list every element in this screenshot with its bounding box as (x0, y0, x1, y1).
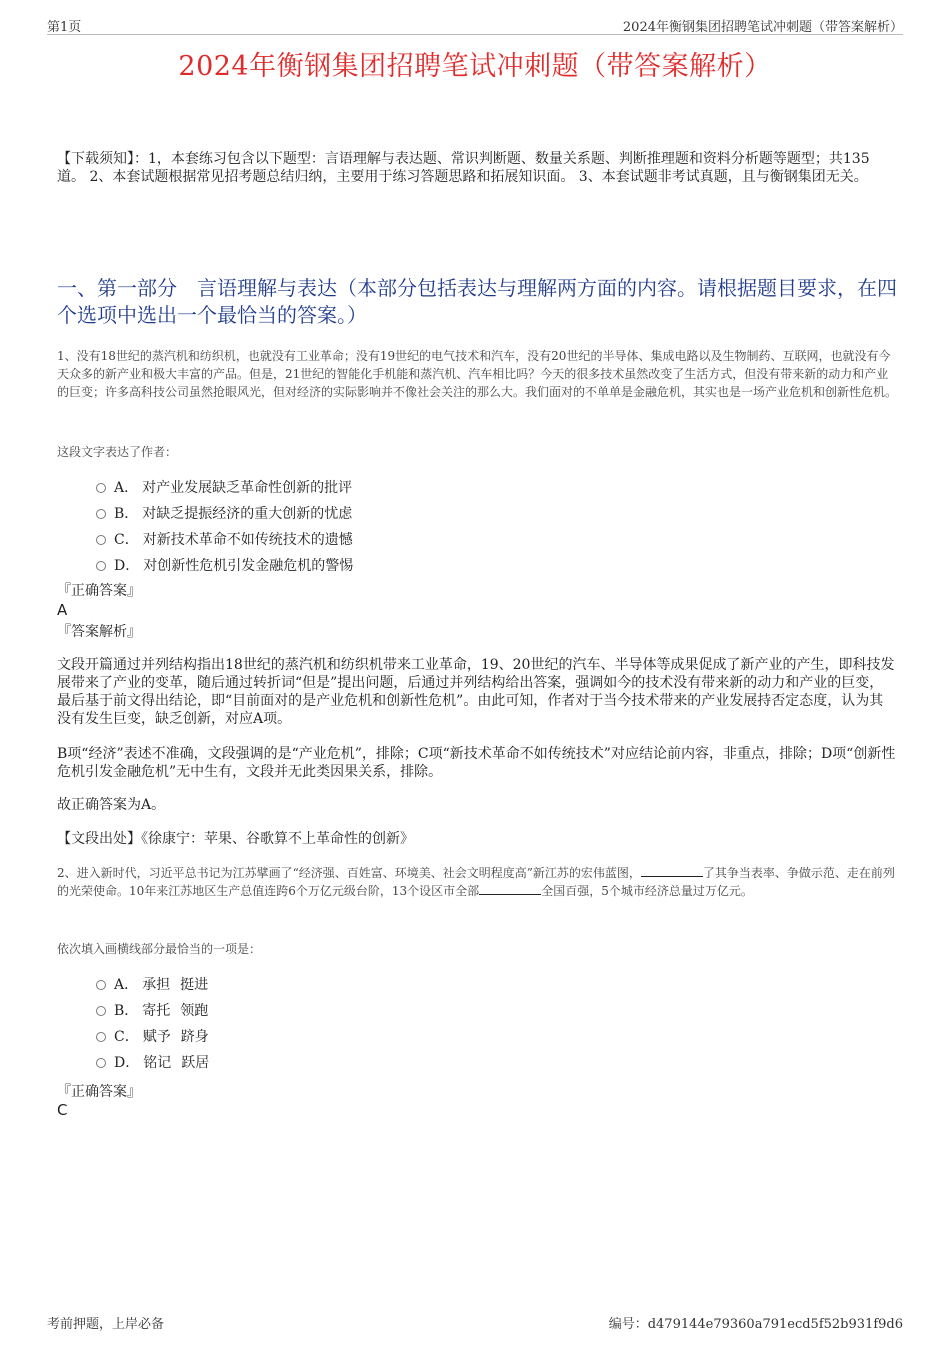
fill-blank-1 (641, 864, 703, 877)
analysis-paragraph-2: B项“经济”表述不准确，文段强调的是“产业危机”，排除；C项“新技术革命不如传统技术”对应结论前内容，非重点，排除；D项“创新性危机引发金融危机”无中生有，文段并无此类因果关系，排除。 (57, 746, 896, 780)
radio-icon[interactable] (96, 561, 106, 571)
header-doc-title: 2024年衡钢集团招聘笔试冲刺题（带答案解析） (622, 20, 903, 35)
question-1-prompt: 这段文字表达了作者： (57, 445, 178, 459)
analysis-paragraph-1: 文段开篇通过并列结构指出18世纪的蒸汽机和纺织机带来工业革命，19、20世纪的汽车、半导体等成果促成了新产业的产生，即科技发展带来了产业的变革，随后通过转折词“但是”提出问题，后通过并列结构给出答案，强调如今的技术没有带来新的动力和产业的巨变，最后基于前文得出结论，即“目前面对的是产业危机和创新性危机”。由此可知，作者对于当今技术带来的产业发展持否定态度，认为其没有发生巨变，缺乏创新，对应A项。 (57, 657, 895, 727)
passage-source: 【文段出处】《徐康宁：苹果、谷歌算不上革命性的创新》 (57, 831, 414, 847)
answer-label: 『正确答案』 (57, 583, 141, 599)
document-id: 编号：d479144e79360a791ecd5f52b931f9d6 (608, 1317, 903, 1332)
option-word-1: 铭记 (143, 1055, 172, 1071)
option-text: 对新技术革命不如传统技术的遗憾 (142, 532, 353, 548)
answer-value: C (57, 1101, 68, 1119)
option-word-2: 挺进 (180, 977, 209, 993)
radio-icon[interactable] (96, 483, 106, 493)
option-text: 对产业发展缺乏革命性创新的批评 (142, 480, 353, 496)
option-word-1: 赋予 (142, 1029, 171, 1045)
question-1-option-b[interactable] (96, 503, 352, 523)
stem-part-2: 了其争当表率、争做示范、走在前列的光荣使命。10年来江苏地区生产总值连跨6个万亿元级台阶，13个设区市全部 (57, 866, 895, 898)
option-text: 对创新性危机引发金融危机的警惕 (143, 558, 354, 574)
option-letter: C． (114, 532, 139, 548)
stem-part-1: 2、进入新时代，习近平总书记为江苏擘画了“经济强、百姓富、环境美、社会文明程度高”新江苏的宏伟蓝图， (57, 866, 641, 880)
question-2-stem (57, 864, 897, 900)
option-text: 对缺乏提振经济的重大创新的忧虑 (142, 506, 353, 522)
radio-icon[interactable] (96, 509, 106, 519)
option-letter: C． (114, 1029, 139, 1045)
question-1-option-c[interactable] (96, 529, 353, 549)
option-letter: B． (114, 1003, 139, 1019)
analysis-conclusion: 故正确答案为A。 (57, 797, 166, 813)
fill-blank-2 (479, 882, 541, 895)
option-word-1: 承担 (142, 977, 171, 993)
radio-icon[interactable] (96, 1032, 106, 1042)
question-1-stem: 1、没有18世纪的蒸汽机和纺织机，也就没有工业革命；没有19世纪的电气技术和汽车，没有20世纪的半导体、集成电路以及生物制药、互联网，也就没有今天众多的新产业和极大丰富的产品。但是，21世纪的智能化手机能和蒸汽机、汽车相比吗？今天的很多技术虽然改变了生活方式，但没有带来新的动力和产业的巨变；许多高科技公司虽然抢眼风光，但对经济的实际影响并不像社会关注的那么大。我们面对的不单单是金融危机，其实也是一场产业危机和创新性危机。 (57, 349, 898, 399)
option-word-2: 跃居 (181, 1055, 210, 1071)
option-letter: A． (114, 977, 139, 993)
option-letter: D． (114, 1055, 140, 1071)
question-2-option-d[interactable] (96, 1052, 209, 1072)
option-letter: B． (114, 506, 139, 522)
option-word-2: 跻身 (180, 1029, 209, 1045)
page-number: 第1页 (47, 20, 82, 35)
analysis-label: 『答案解析』 (57, 624, 141, 640)
question-2-option-c[interactable] (96, 1026, 209, 1046)
radio-icon[interactable] (96, 980, 106, 990)
radio-icon[interactable] (96, 1058, 106, 1068)
radio-icon[interactable] (96, 1006, 106, 1016)
option-letter: D． (114, 558, 140, 574)
answer-label: 『正确答案』 (57, 1084, 141, 1100)
page-header (47, 14, 903, 35)
document-title: 2024年衡钢集团招聘笔试冲刺题（带答案解析） (178, 51, 772, 82)
question-1-option-a[interactable] (96, 477, 352, 497)
stem-part-3: 全国百强，5个城市经济总量过万亿元。 (541, 884, 753, 898)
question-2-prompt: 依次填入画横线部分最恰当的一项是： (57, 942, 262, 956)
footer-slogan: 考前押题，上岸必备 (47, 1317, 165, 1332)
option-word-2: 领跑 (180, 1003, 209, 1019)
radio-icon[interactable] (96, 535, 106, 545)
option-letter: A． (114, 480, 139, 496)
question-2-option-a[interactable] (96, 974, 208, 994)
section-heading: 一、第一部分 言语理解与表达（本部分包括表达与理解两方面的内容。请根据题目要求，在四个选项中选出一个最恰当的答案。） (57, 276, 897, 327)
question-1-option-d[interactable] (96, 555, 353, 575)
answer-value: A (57, 601, 68, 619)
question-2-option-b[interactable] (96, 1000, 208, 1020)
option-word-1: 寄托 (142, 1003, 171, 1019)
download-notice: 【下载须知】：1，本套练习包含以下题型：言语理解与表达题、常识判断题、数量关系题、判断推理题和资料分析题等题型；共135道。 2、本套试题根据常见招考题总结归纳，主要用于练习答题思路和拓展知识面。 3、本套试题非考试真题，且与衡钢集团无关。 (57, 151, 870, 185)
